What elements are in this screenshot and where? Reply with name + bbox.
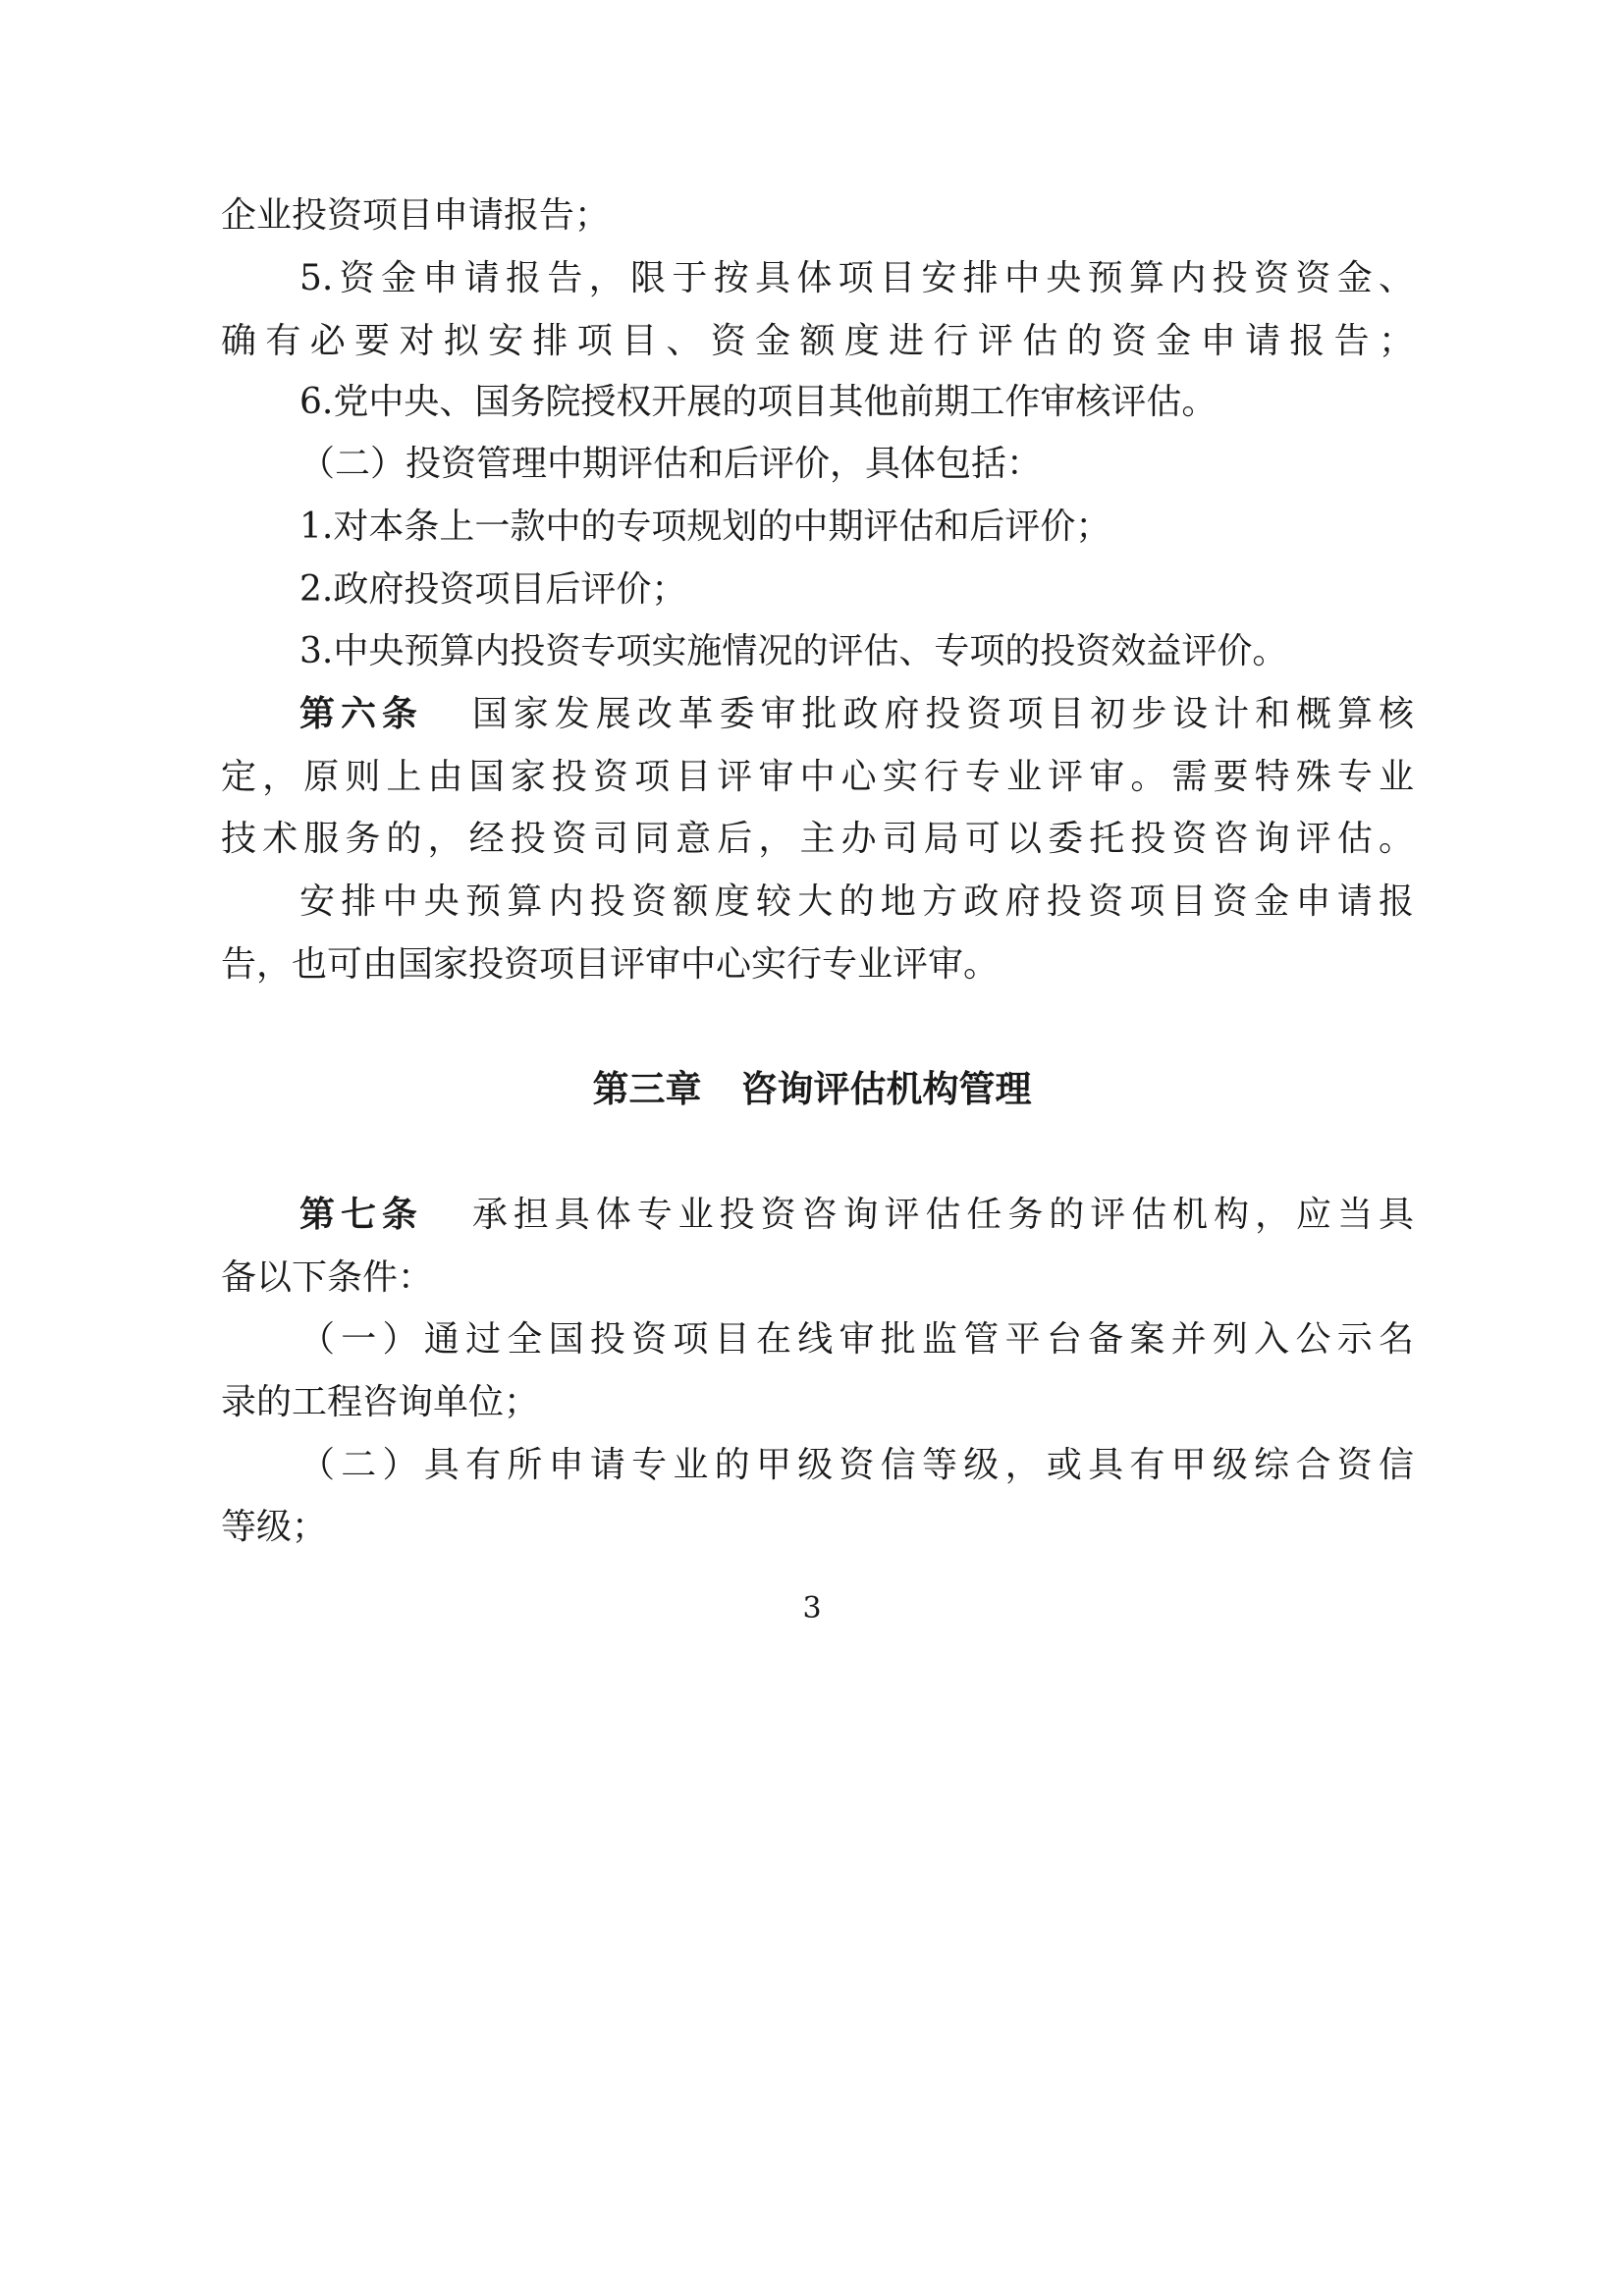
text-line: （二）具有所申请专业的甲级资信等级，或具有甲级综合资信 bbox=[299, 1445, 1414, 1485]
text-line: 告，也可由国家投资项目评审中心实行专业评审。 bbox=[221, 944, 1000, 985]
article-7-first-line bbox=[299, 1192, 1414, 1239]
text-line: 2.政府投资项目后评价； bbox=[299, 569, 687, 610]
text-line: （一）通过全国投资项目在线审批监管平台备案并列入公示名 bbox=[299, 1319, 1414, 1360]
text-line: 录的工程咨询单位； bbox=[221, 1382, 540, 1422]
chapter-title: 咨询评估机构管理 bbox=[740, 1068, 1032, 1110]
article-label: 第七条 bbox=[299, 1195, 423, 1235]
text-line: （二）投资管理中期评估和后评价，具体包括： bbox=[299, 444, 1043, 484]
text-line: 企业投资项目申请报告； bbox=[221, 195, 611, 236]
text-line: 安排中央预算内投资额度较大的地方政府投资项目资金申请报 bbox=[299, 881, 1414, 922]
text-line: 3.中央预算内投资专项实施情况的评估、专项的投资效益评价。 bbox=[299, 631, 1288, 671]
chapter-heading bbox=[0, 1066, 1624, 1113]
text-line: 6.党中央、国务院授权开展的项目其他前期工作审核评估。 bbox=[299, 382, 1218, 422]
text-line: 备以下条件： bbox=[221, 1257, 434, 1298]
text-line: 技术服务的，经投资司同意后，主办司局可以委托投资咨询评估。 bbox=[221, 819, 1414, 859]
chapter-number: 第三章 bbox=[592, 1068, 702, 1110]
text-line: 5.资金申请报告，限于按具体项目安排中央预算内投资资金、 bbox=[299, 258, 1414, 298]
text-line: 1.对本条上一款中的专项规划的中期评估和后评价； bbox=[299, 507, 1111, 547]
text-line: 确有必要对拟安排项目、资金额度进行评估的资金申请报告； bbox=[221, 321, 1414, 361]
page-number: 3 bbox=[802, 1591, 822, 1626]
article-6-first-line bbox=[299, 691, 1414, 738]
article-label: 第六条 bbox=[299, 694, 423, 734]
article-text: 国家发展改革委审批政府投资项目初步设计和概算核 bbox=[465, 694, 1414, 734]
text-line: 定，原则上由国家投资项目评审中心实行专业评审。需要特殊专业 bbox=[221, 757, 1414, 797]
text-line: 等级； bbox=[221, 1507, 328, 1547]
article-text: 承担具体专业投资咨询评估任务的评估机构，应当具 bbox=[465, 1195, 1414, 1235]
